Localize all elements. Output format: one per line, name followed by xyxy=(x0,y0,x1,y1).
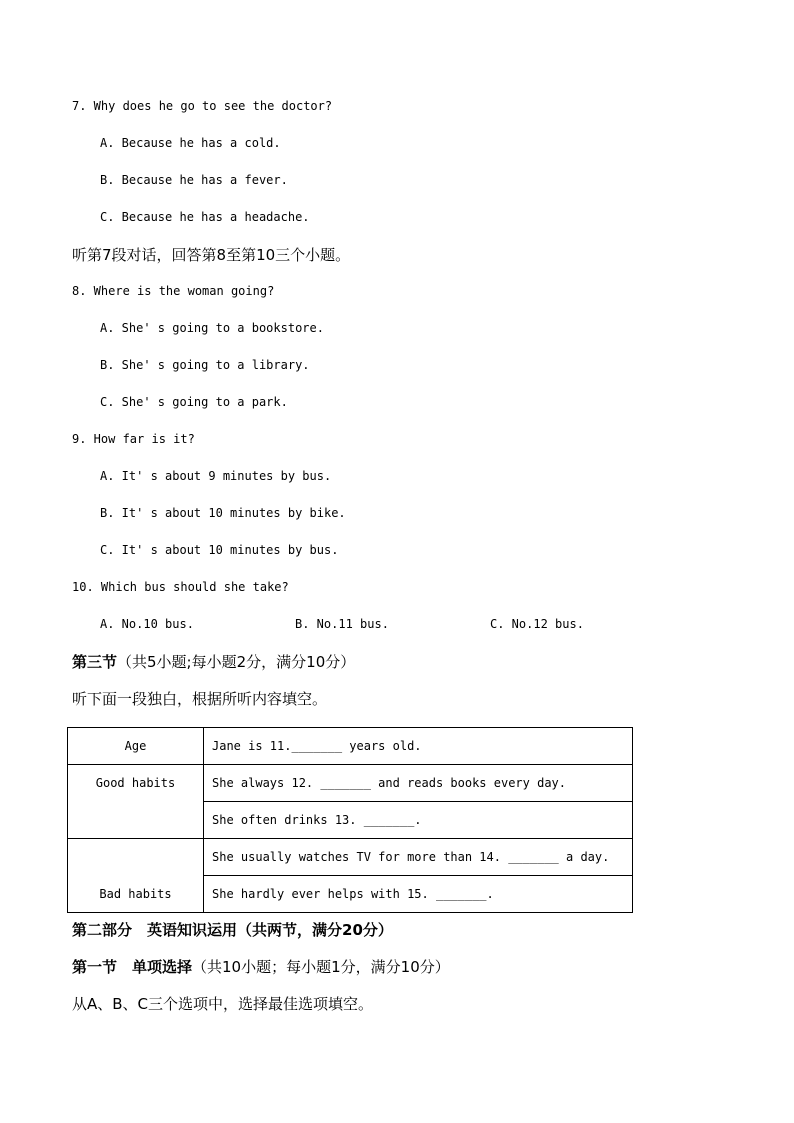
question-8-option-a: A. She' s going to a bookstore. xyxy=(100,321,324,335)
table-row xyxy=(68,728,633,765)
question-10-option-b: B. No.11 bus. xyxy=(295,617,389,631)
part-2-section-1-note: （共10小题；每小题1分，满分10分） xyxy=(192,958,450,976)
part-2-section-1-heading xyxy=(72,958,724,976)
section-3-title: 第三节 xyxy=(72,653,118,671)
question-10-option-c: C. No.12 bus. xyxy=(490,617,584,631)
question-9-option-b: B. It' s about 10 minutes by bike. xyxy=(100,506,346,520)
question-10-options xyxy=(100,616,724,633)
section-3-note: （共5小题;每小题2分，满分10分） xyxy=(117,653,356,671)
question-9-option-c: C. It' s about 10 minutes by bus. xyxy=(100,543,339,557)
table-cell-blank-12: She always 12. _______ and reads books every day. xyxy=(204,765,633,802)
question-7-stem: 7. Why does he go to see the doctor? xyxy=(72,99,333,113)
question-10-option-a: A. No.10 bus. xyxy=(100,617,194,631)
question-8-option-b: B. She' s going to a library. xyxy=(100,358,310,372)
question-7-option-a: A. Because he has a cold. xyxy=(100,136,281,150)
dialog-7-instruction: 听第7段对话，回答第8至第10三个小题。 xyxy=(72,246,351,264)
table-cell-age: Jane is 11._______ years old. xyxy=(204,728,633,765)
fill-in-table xyxy=(67,727,633,913)
table-label-age: Age xyxy=(68,728,204,765)
section-3-heading xyxy=(72,653,724,671)
question-7-option-c: C. Because he has a headache. xyxy=(100,210,310,224)
question-9-option-a: A. It' s about 9 minutes by bus. xyxy=(100,469,332,483)
table-row xyxy=(68,839,633,876)
part-2-section-1-title: 第一节 单项选择 xyxy=(72,958,193,976)
question-7-option-b: B. Because he has a fever. xyxy=(100,173,288,187)
part-2-heading: 第二部分 英语知识运用（共两节，满分20分） xyxy=(72,921,393,939)
question-9-stem: 9. How far is it? xyxy=(72,432,195,446)
table-label-good-habits: Good habits xyxy=(68,765,204,839)
section-3-instruction: 听下面一段独白，根据所听内容填空。 xyxy=(72,690,328,708)
question-10-stem: 10. Which bus should she take? xyxy=(72,580,289,594)
table-cell-blank-14: She usually watches TV for more than 14. _______ a day. xyxy=(204,839,633,876)
table-cell-blank-15: She hardly ever helps with 15. _______. xyxy=(204,876,633,913)
question-8-option-c: C. She' s going to a park. xyxy=(100,395,288,409)
part-2-instruction: 从A、B、C三个选项中，选择最佳选项填空。 xyxy=(72,995,374,1013)
question-8-stem: 8. Where is the woman going? xyxy=(72,284,275,298)
table-label-bad-habits: Bad habits xyxy=(68,839,204,913)
table-row xyxy=(68,765,633,802)
table-cell-blank-13: She often drinks 13. _______. xyxy=(204,802,633,839)
